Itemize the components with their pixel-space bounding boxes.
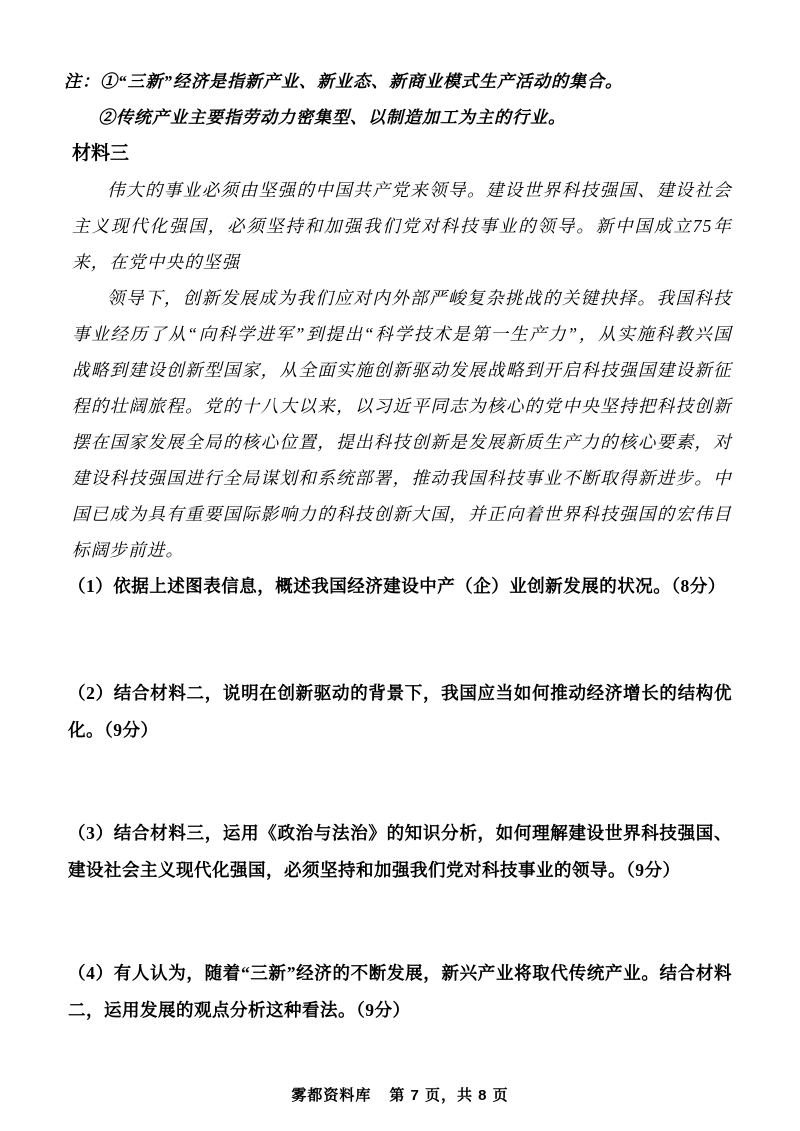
note-line-1: 注：①“三新”经济是指新产业、新业态、新商业模式生产活动的集合。 xyxy=(64,72,623,91)
question-1: （1）依据上述图表信息，概述我国经济建设中产（企）业创新发展的状况。（8分） xyxy=(68,576,726,596)
footer-page-info: 第 7 页，共 8 页 xyxy=(389,1087,509,1104)
note-line-2: ②传统产业主要指劳动力密集型、以制造加工为主的行业。 xyxy=(98,108,566,127)
question-4: （4）有人认为，随着“三新”经济的不断发展，新兴产业将取代传统产业。结合材料二，运用发展的观点分析这种看法。（9分） xyxy=(68,963,732,1020)
note-block xyxy=(64,64,732,136)
footer-source: 雾都资料库 xyxy=(291,1087,372,1104)
question-2: （2）结合材料二，说明在创新驱动的背景下，我国应当如何推动经济增长的结构优化。（9分） xyxy=(68,683,732,740)
question-3: （3）结合材料三，运用《政治与法治》的知识分析，如何理解建设世界科技强国、建设社会主义现代化强国，必须坚持和加强我们党对科技事业的领导。（9分） xyxy=(68,823,732,880)
material-3-heading: 材料三 xyxy=(72,143,130,164)
page-footer xyxy=(0,1084,800,1105)
material-3-paragraph-1: 伟大的事业必须由坚强的中国共产党来领导。建设世界科技强国、建设社会主义现代化强国，必须坚持和加强我们党对科技事业的领导。新中国成立75年来，在党中央的坚强 xyxy=(72,180,732,272)
material-3-paragraph-2: 领导下，创新发展成为我们应对内外部严峻复杂挑战的关键抉择。我国科技事业经历了从“向科学进军”到提出“科学技术是第一生产力”，从实施科教兴国战略到建设创新型国家，从全面实施创新驱动发展战略到开启科技强国建设新征程的壮阔旅程。党的十八大以来，以习近平同志为核心的党中央坚持把科技创新摆在国家发展全局的核心位置，提出科技创新是发展新质生产力的核心要素，对建设科技强国进行全局谋划和系统部署，推动我国科技事业不断取得新进步。中国已成为具有重要国际影响力的科技创新大国，并正向着世界科技强国的宏伟目标阔步前进。 xyxy=(72,288,732,560)
